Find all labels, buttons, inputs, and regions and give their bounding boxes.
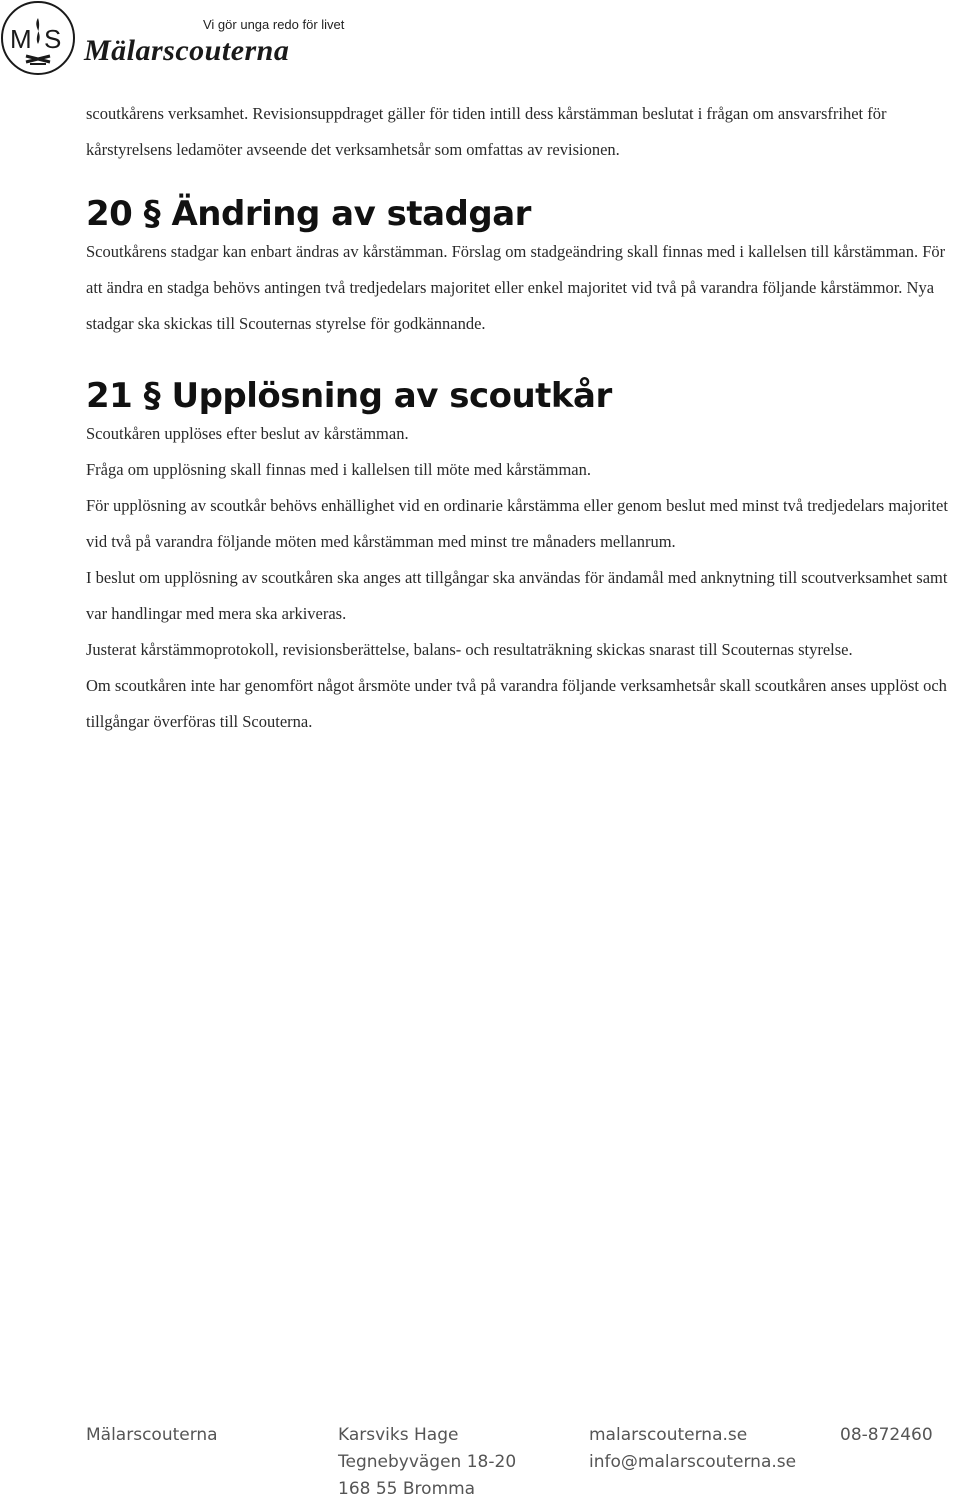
footer-org: Mälarscouterna: [86, 1425, 218, 1445]
section-20-paragraph: Scoutkårens stadgar kan enbart ändras av kårstämman. Förslag om stadgeändring skall finnas med i kallelsen till kårstämman. För att ändra en stadga behövs antingen två tredjedelars majoritet eller enkel majoritet vid två på varandra följande kårstämmor. Nya stadgar ska skickas till Scouternas styrelse för godkännande.: [86, 242, 946, 333]
footer-address-name: Karsviks Hage: [338, 1425, 459, 1445]
svg-text:M: M: [10, 24, 32, 54]
section-21-paragraph: Scoutkåren upplöses efter beslut av kårstämman.: [86, 424, 409, 443]
footer-web-column: [589, 1422, 796, 1476]
footer-website-link[interactable]: malarscouterna.se: [589, 1425, 748, 1445]
document-body: [86, 96, 960, 740]
section-21-heading: 21 § Upplösning av scoutkår: [86, 376, 612, 416]
footer-postal: 168 55 Bromma: [338, 1479, 476, 1499]
tagline: Vi gör unga redo för livet: [203, 17, 345, 32]
svg-text:S: S: [44, 24, 62, 54]
page-footer: [86, 1422, 946, 1502]
footer-org-column: [86, 1422, 218, 1449]
section-21-paragraph: Om scoutkåren inte har genomfört något årsmöte under två på varandra följande verksamhetsår skall scoutkåren anses upplöst och tillgångar överföras till Scouterna.: [86, 676, 947, 731]
section-21-paragraph: För upplösning av scoutkår behövs enhällighet vid en ordinarie kårstämma eller genom beslut med minst två tredjedelars majoritet vid två på varandra följande möten med kårstämman med minst tre månaders mellanrum.: [86, 496, 948, 551]
footer-street: Tegnebyvägen 18-20: [338, 1452, 517, 1472]
footer-phone-column: [840, 1422, 933, 1449]
section-21-paragraph: I beslut om upplösning av scoutkåren ska anges att tillgångar ska användas för ändamål med anknytning till scoutverksamhet samt var handlingar med mera ska arkiveras.: [86, 568, 948, 623]
section-20-heading: 20 § Ändring av stadgar: [86, 194, 531, 234]
brand-name: Mälarscouterna: [84, 34, 290, 67]
footer-address-column: [338, 1422, 516, 1503]
intro-paragraph: scoutkårens verksamhet. Revisionsuppdraget gäller för tiden intill dess kårstämman beslutat i frågan om ansvarsfrihet för kårstyrelsens ledamöter avseende det verksamhetsår som omfattas av revisionen.: [86, 104, 887, 159]
section-21-paragraph: Fråga om upplösning skall finnas med i kallelsen till möte med kårstämman.: [86, 460, 591, 479]
mälarscouterna-logo: [0, 0, 78, 78]
section-21-paragraph: Justerat kårstämmoprotokoll, revisionsberättelse, balans- och resultaträkning skickas snarast till Scouternas styrelse.: [86, 640, 853, 659]
footer-email-link[interactable]: info@malarscouterna.se: [589, 1452, 797, 1472]
page-header: [0, 0, 960, 80]
footer-phone: 08-872460: [840, 1425, 933, 1445]
